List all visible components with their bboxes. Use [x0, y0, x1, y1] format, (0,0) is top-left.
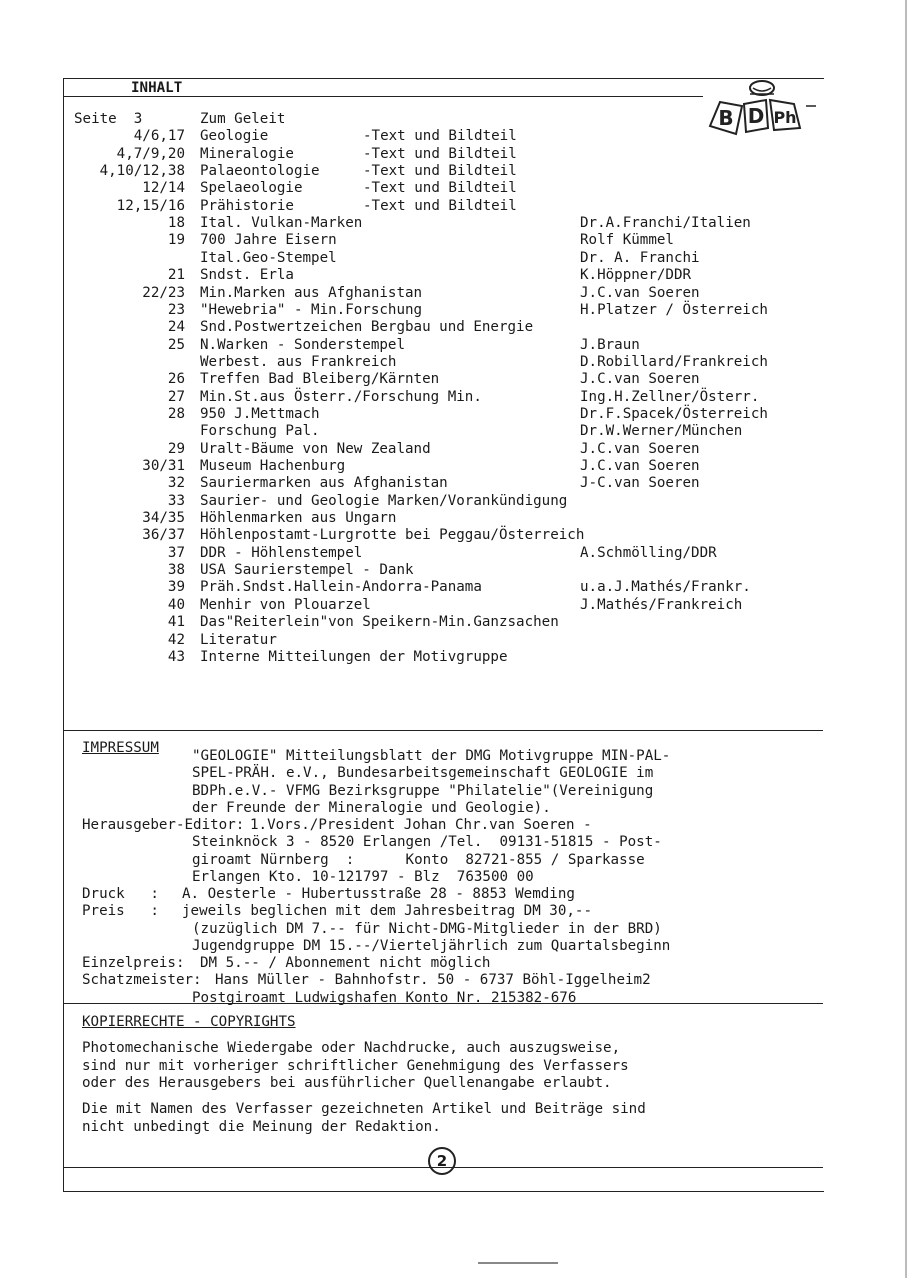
contents-note: -Text und Bildteil — [363, 197, 517, 214]
contents-author: J-C.van Soeren — [580, 475, 700, 492]
contents-page-ref: 42 — [167, 631, 185, 648]
impressum-text: Erlangen Kto. 10-121797 - Blz 763500 00 — [192, 868, 534, 885]
contents-title: Min.St.aus Österr./Forschung Min. — [200, 388, 482, 405]
contents-title: "Hewebria" - Min.Forschung — [200, 301, 423, 318]
contents-title: Treffen Bad Bleiberg/Kärnten — [200, 371, 440, 388]
impressum-text: der Freunde der Mineralogie und Geologie). — [192, 799, 551, 816]
impressum-label: Herausgeber-Editor: — [82, 817, 245, 833]
contents-page-ref: 33 — [167, 492, 185, 509]
impressum-text: jeweils beglichen mit dem Jahresbeitrag DM 30,-- — [182, 903, 592, 920]
contents-page-ref: 41 — [167, 614, 185, 631]
copyright-heading: KOPIERRECHTE - COPYRIGHTS — [82, 1014, 296, 1030]
impressum-text: Postgiroamt Ludwigshafen Konto Nr. 215382-676 — [192, 989, 577, 1006]
impressum-text: (zuzüglich DM 7.-- für Nicht-DMG-Mitglieder in der BRD) — [192, 920, 662, 937]
impressum-text: "GEOLOGIE" Mitteilungsblatt der DMG Motivgruppe MIN-PAL- — [192, 748, 671, 764]
contents-title: Min.Marken aus Afghanistan — [200, 284, 423, 301]
contents-page-ref: 30/31 — [142, 458, 185, 474]
contents-note: -Text und Bildteil — [363, 128, 517, 145]
contents-author: J.C.van Soeren — [580, 371, 700, 388]
contents-author: H.Platzer / Österreich — [580, 301, 768, 318]
contents-title: USA Saurierstempel - Dank — [200, 562, 414, 579]
contents-title: Höhlenmarken aus Ungarn — [200, 510, 397, 527]
contents-author: D.Robillard/Frankreich — [580, 353, 768, 370]
contents-page-ref: Seite 3 — [74, 111, 143, 127]
contents-page-ref: 23 — [167, 301, 185, 318]
contents-author: Dr.W.Werner/München — [580, 423, 743, 440]
impressum-text: Jugendgruppe DM 15.--/Vierteljährlich zum Quartalsbeginn — [192, 937, 671, 954]
contents-title: Ital. Vulkan-Marken — [200, 215, 363, 232]
contents-title: Werbest. aus Frankreich — [200, 353, 397, 370]
contents-page-ref: 4/6,17 — [133, 128, 185, 145]
contents-title: Zum Geleit — [200, 111, 286, 127]
contents-author: Dr. A. Franchi — [580, 249, 700, 266]
contents-page-ref: 32 — [167, 475, 185, 492]
contents-page-ref: 27 — [167, 388, 185, 405]
contents-page-ref: 38 — [167, 562, 185, 579]
contents-page-ref: 36/37 — [142, 527, 185, 544]
impressum-label: Druck : — [82, 886, 159, 902]
contents-title: Literatur — [200, 631, 277, 648]
contents-page-ref: 18 — [167, 215, 185, 232]
impressum-label: Schatzmeister: — [82, 972, 202, 989]
copyright-text: sind nur mit vorheriger schriftlicher Genehmigung des Verfassers — [82, 1057, 629, 1074]
contents-page-ref: 40 — [167, 596, 185, 613]
impressum-rule — [63, 730, 823, 731]
contents-page-ref: 4,10/12,38 — [99, 163, 185, 180]
contents-author: J.Braun — [580, 336, 640, 353]
contents-title: Sndst. Erla — [200, 267, 294, 284]
impressum-text: Hans Müller - Bahnhofstr. 50 - 6737 Böhl-Iggelheim2 — [215, 972, 651, 989]
impressum-text: SPEL-PRÄH. e.V., Bundesarbeitsgemeinschaft GEOLOGIE im — [192, 765, 654, 782]
contents-page-ref: 26 — [167, 371, 185, 388]
contents-author: J.C.van Soeren — [580, 284, 700, 301]
contents-author: Ing.H.Zellner/Österr. — [580, 388, 760, 405]
contents-author: J.C.van Soeren — [580, 440, 700, 457]
contents-page-ref: 21 — [167, 267, 185, 284]
contents-page-ref: 34/35 — [142, 510, 185, 527]
contents-title: Höhlenpostamt-Lurgrotte bei Peggau/Österreich — [200, 527, 585, 544]
contents-page-ref: 19 — [167, 232, 185, 249]
contents-title: Sauriermarken aus Afghanistan — [200, 475, 448, 492]
contents-page-ref: 12,15/16 — [116, 197, 185, 214]
contents-author: u.a.J.Mathés/Frankr. — [580, 579, 751, 596]
contents-author: Dr.F.Spacek/Österreich — [580, 405, 768, 422]
contents-note: -Text und Bildteil — [363, 163, 517, 180]
contents-title: Spelaeologie — [200, 180, 303, 197]
contents-page-ref: 22/23 — [142, 284, 185, 301]
contents-title: Prähistorie — [200, 197, 294, 214]
impressum-text: DM 5.-- / Abonnement nicht möglich — [200, 955, 491, 971]
svg-text:Ph: Ph — [773, 108, 797, 127]
contents-page-ref: 37 — [167, 544, 185, 561]
contents-author: Rolf Kümmel — [580, 232, 674, 249]
contents-title: Museum Hachenburg — [200, 458, 346, 474]
contents-title: Saurier- und Geologie Marken/Vorankündigung — [200, 492, 568, 509]
impressum-text: giroamt Nürnberg : Konto 82721-855 / Sparkasse — [192, 851, 645, 868]
contents-title: Menhir von Plouarzel — [200, 596, 371, 613]
page-number: 2 — [428, 1147, 456, 1175]
contents-title: Interne Mitteilungen der Motivgruppe — [200, 648, 508, 665]
impressum-text: A. Oesterle - Hubertusstraße 28 - 8853 Wemding — [182, 886, 575, 902]
contents-title: N.Warken - Sonderstempel — [200, 336, 405, 353]
contents-title: Präh.Sndst.Hallein-Andorra-Panama — [200, 579, 482, 596]
contents-note: -Text und Bildteil — [363, 145, 517, 162]
scan-smudge — [478, 1262, 558, 1264]
contents-title: Snd.Postwertzeichen Bergbau und Energie — [200, 319, 534, 336]
scan-edge — [905, 0, 907, 1278]
contents-title: Das"Reiterlein"von Speikern-Min.Ganzsachen — [200, 614, 559, 631]
bdph-logo — [706, 76, 818, 146]
copyright-text: oder des Herausgebers bei ausführlicher Quellenangabe erlaubt. — [82, 1075, 612, 1091]
copyright-text: Die mit Namen des Verfasser gezeichneten Artikel und Beiträge sind — [82, 1101, 646, 1117]
impressum-text: BDPh.e.V.- VFMG Bezirksgruppe "Philatelie"(Vereinigung — [192, 782, 654, 799]
contents-author: J.C.van Soeren — [580, 458, 700, 474]
contents-title: Forschung Pal. — [200, 423, 320, 440]
contents-page-ref: 39 — [167, 579, 185, 596]
contents-title: Mineralogie — [200, 145, 294, 162]
impressum-text: 1.Vors./President Johan Chr.van Soeren - — [250, 817, 592, 833]
contents-title: DDR - Höhlenstempel — [200, 544, 363, 561]
contents-title: Geologie — [200, 128, 269, 145]
impressum-label: Einzelpreis: — [82, 955, 185, 971]
contents-title: 950 J.Mettmach — [200, 405, 320, 422]
contents-page-ref: 29 — [167, 440, 185, 457]
contents-title: Ital.Geo-Stempel — [200, 249, 337, 266]
contents-author: K.Höppner/DDR — [580, 267, 692, 284]
contents-heading: INHALT — [131, 80, 183, 96]
contents-title: Palaeontologie — [200, 163, 320, 180]
contents-page-ref: 25 — [167, 336, 185, 353]
contents-author: A.Schmölling/DDR — [580, 544, 717, 561]
contents-title: 700 Jahre Eisern — [200, 232, 337, 249]
copyright-text: Photomechanische Wiedergabe oder Nachdrucke, auch auszugsweise, — [82, 1040, 621, 1056]
contents-note: -Text und Bildteil — [363, 180, 517, 197]
svg-text:D: D — [747, 104, 765, 128]
contents-title: Uralt-Bäume von New Zealand — [200, 440, 431, 457]
impressum-text: Steinknöck 3 - 8520 Erlangen /Tel. 09131-51815 - Post- — [192, 834, 662, 851]
copyright-text: nicht unbedingt die Meinung der Redaktion. — [82, 1118, 441, 1135]
contents-page-ref: 43 — [167, 648, 185, 665]
impressum-heading: IMPRESSUM — [82, 740, 159, 756]
contents-page-ref: 4,7/9,20 — [116, 145, 185, 162]
contents-author: J.Mathés/Frankreich — [580, 596, 743, 613]
contents-page-ref: 12/14 — [142, 180, 185, 197]
contents-page-ref: 28 — [167, 405, 185, 422]
impressum-label: Preis : — [82, 903, 159, 920]
svg-text:B: B — [718, 106, 734, 130]
contents-author: Dr.A.Franchi/Italien — [580, 215, 751, 232]
contents-page-ref: 24 — [167, 319, 185, 336]
